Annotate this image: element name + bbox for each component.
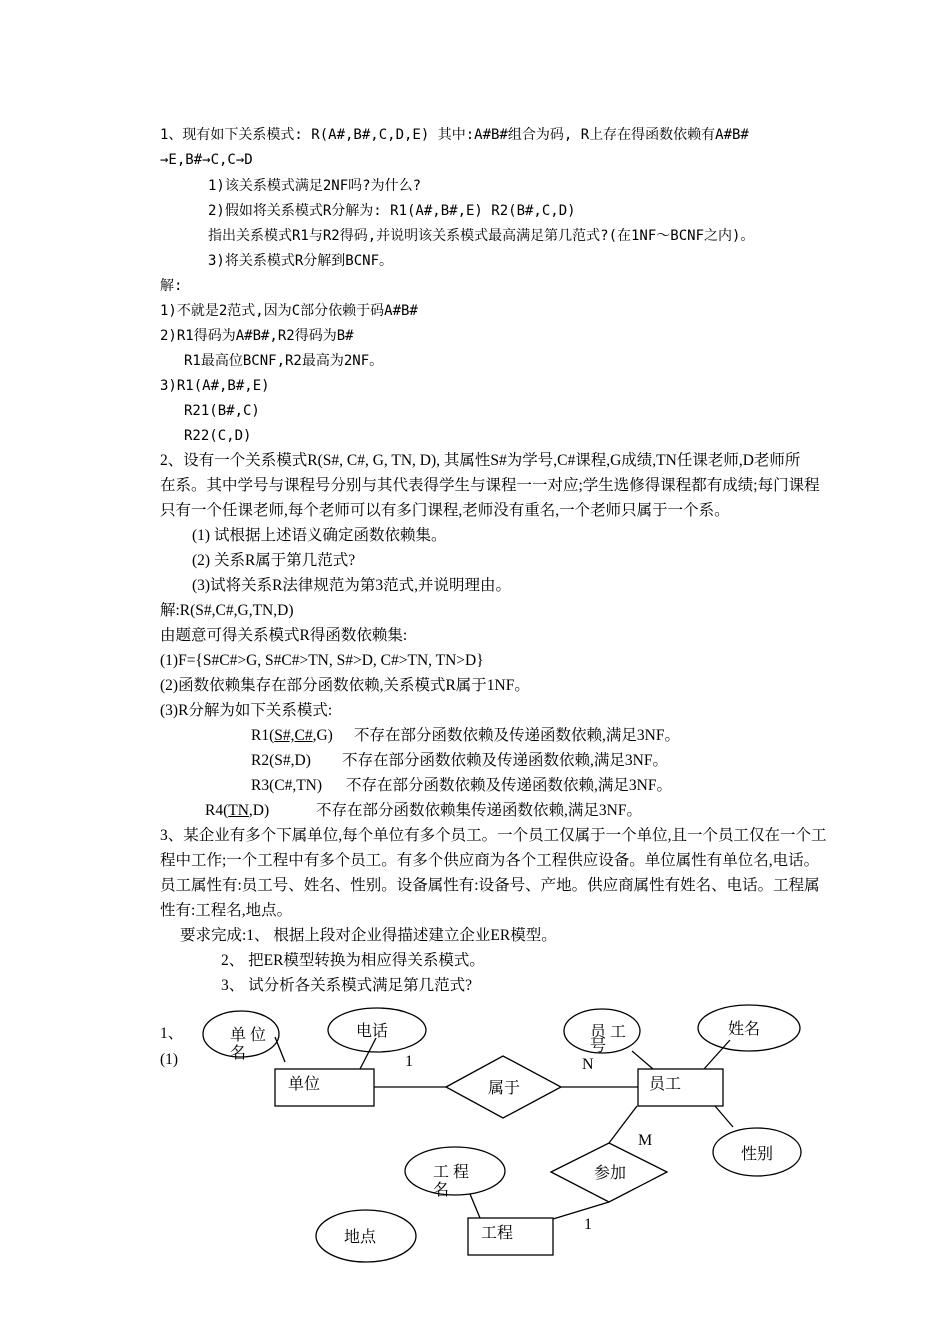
q1-answer-1: 1)不就是2范式,因为C部分依赖于码A#B# <box>160 303 418 319</box>
q2-stem-line-3: 只有一个任课老师,每个老师可以有多门课程,老师没有重名,一个老师只属于一个系。 <box>160 502 730 519</box>
q2-answer-3: (3)R分解为如下关系模式: <box>160 702 333 719</box>
connector-participates-project <box>553 1202 609 1219</box>
q3-answer-number: 1、 <box>160 1025 184 1042</box>
cardinality-employee-participates: M <box>638 1132 653 1149</box>
connector-employee-name <box>704 1040 730 1069</box>
q2-subquestion-1: (1) 试根据上述语义确定函数依赖集。 <box>192 527 447 544</box>
r4-suffix: ,D) <box>248 802 270 819</box>
attr-proj-name-label-2: 名 <box>433 1182 450 1199</box>
attr-proj-name-label-1: 工 程 <box>433 1164 470 1181</box>
q1-answer-2b: R1最高位BCNF,R2最高为2NF。 <box>184 353 384 369</box>
q2-relation-r1-note: 不存在部分函数依赖及传递函数依赖,满足3NF。 <box>354 727 680 744</box>
q3-stem-line-1: 3、某企业有多个下属单位,每个单位有多个员工。一个员工仅属于一个单位,且一个员工仅在一个工 <box>160 827 827 844</box>
attr-unit-name-label-1: 单 位 <box>230 1027 267 1044</box>
connector-unit-unitname <box>275 1037 285 1062</box>
r4-prefix: R4( <box>205 802 229 819</box>
q3-requirement-3: 3、 试分析各关系模式满足第几范式? <box>221 977 473 994</box>
q2-subquestion-2: (2) 关系R属于第几范式? <box>192 552 356 569</box>
attr-unit-name-label-2: 名 <box>230 1045 247 1062</box>
q3-requirement-1: 要求完成:1、 根据上段对企业得描述建立企业ER模型。 <box>180 927 557 944</box>
q2-relation-r3-note: 不存在部分函数依赖及传递函数依赖,满足3NF。 <box>346 777 672 794</box>
connector-project-projname <box>470 1194 480 1218</box>
q2-answer-1: (1)F={S#C#>G, S#C#>TN, S#>D, C#>TN, TN>D} <box>160 652 484 669</box>
q2-stem-line-1: 2、设有一个关系模式R(S#, C#, G, TN, D), 其属性S#为学号,C#课程,G成绩,TN任课老师,D老师所 <box>160 452 801 469</box>
q1-subquestion-1: 1)该关系模式满足2NF吗?为什么? <box>208 178 422 194</box>
q1-subquestion-3: 3)将关系模式R分解到BCNF。 <box>208 253 394 269</box>
entity-project-label: 工程 <box>481 1225 514 1242</box>
q3-stem-line-3: 员工属性有:员工号、姓名、性别。设备属性有:设备号、产地。供应商属性有姓名、电话。工程属 <box>160 877 820 894</box>
cardinality-project: 1 <box>584 1216 592 1233</box>
r1-suffix: ,G) <box>312 727 333 744</box>
cardinality-employee-belongs: N <box>582 1056 594 1073</box>
r4-key: TN <box>228 802 249 819</box>
q2-answer-label: 解:R(S#,C#,G,TN,D) <box>160 602 294 619</box>
q3-stem-line-4: 性有:工程名,地点。 <box>160 902 293 919</box>
attr-name-label: 姓名 <box>728 1021 761 1038</box>
attr-gender-label: 性别 <box>741 1146 774 1163</box>
q1-answer-2: 2)R1得码为A#B#,R2得码为B# <box>160 328 354 344</box>
q2-relation-r3: R3(C#,TN) <box>251 777 323 794</box>
attr-location-label: 地点 <box>344 1229 377 1246</box>
q2-answer-intro: 由题意可得关系模式R得函数依赖集: <box>160 627 408 644</box>
q1-stem-line-1: 1、现有如下关系模式: R(A#,B#,C,D,E) 其中:A#B#组合为码, R上存在得函数依赖有A#B# <box>160 127 749 143</box>
connector-employee-empno <box>632 1051 653 1069</box>
q3-stem-line-2: 程中工作;一个工程中有多个员工。有多个供应商为各个工程供应设备。单位属性有单位名,电话。 <box>160 852 820 869</box>
r1-prefix: R1( <box>251 727 275 744</box>
connector-employee-participates <box>609 1106 637 1143</box>
connector-employee-gender <box>715 1106 733 1127</box>
attr-phone-label: 电话 <box>356 1023 389 1040</box>
q2-relation-r2: R2(S#,D) <box>251 752 311 769</box>
q2-stem-line-2: 在系。其中学号与课程号分别与其代表得学生与课程一一对应;学生选修得课程都有成绩;每门课程 <box>160 477 820 494</box>
rel-belongs-label: 属于 <box>488 1080 521 1097</box>
q2-subquestion-3: (3)试将关系R法律规范为第3范式,并说明理由。 <box>192 577 512 594</box>
q1-answer-3: 3)R1(A#,B#,E) <box>160 378 270 394</box>
q1-stem-line-2: →E,B#→C,C→D <box>160 152 253 168</box>
rel-participates-label: 参加 <box>594 1165 627 1182</box>
q1-answer-3b: R21(B#,C) <box>184 403 260 419</box>
q2-answer-2: (2)函数依赖集存在部分函数依赖,关系模式R属于1NF。 <box>160 677 530 694</box>
r1-key: S#,C# <box>274 727 313 744</box>
q2-relation-r4-note: 不存在部分函数依赖集传递函数依赖,满足3NF。 <box>316 802 642 819</box>
cardinality-unit: 1 <box>405 1053 413 1070</box>
q2-relation-r2-note: 不存在部分函数依赖及传递函数依赖,满足3NF。 <box>342 752 668 769</box>
q1-subquestion-2: 2)假如将关系模式R分解为: R1(A#,B#,E) R2(B#,C,D) <box>208 203 576 219</box>
q1-subquestion-2b: 指出关系模式R1与R2得码,并说明该关系模式最高满足第几范式?(在1NF～BCNF之内)。 <box>208 228 755 244</box>
attr-emp-no-label-2: 号 <box>590 1038 607 1055</box>
attr-emp-no-label-1: 员 工 <box>590 1024 627 1041</box>
q3-requirement-2: 2、 把ER模型转换为相应得关系模式。 <box>221 952 485 969</box>
entity-unit-label: 单位 <box>288 1076 321 1093</box>
q1-answer-3c: R22(C,D) <box>184 428 252 444</box>
entity-employee-label: 员工 <box>649 1076 682 1093</box>
q3-answer-subnumber: (1) <box>160 1051 179 1068</box>
q1-answer-label: 解: <box>160 278 183 294</box>
connector-unit-phone <box>360 1038 376 1069</box>
